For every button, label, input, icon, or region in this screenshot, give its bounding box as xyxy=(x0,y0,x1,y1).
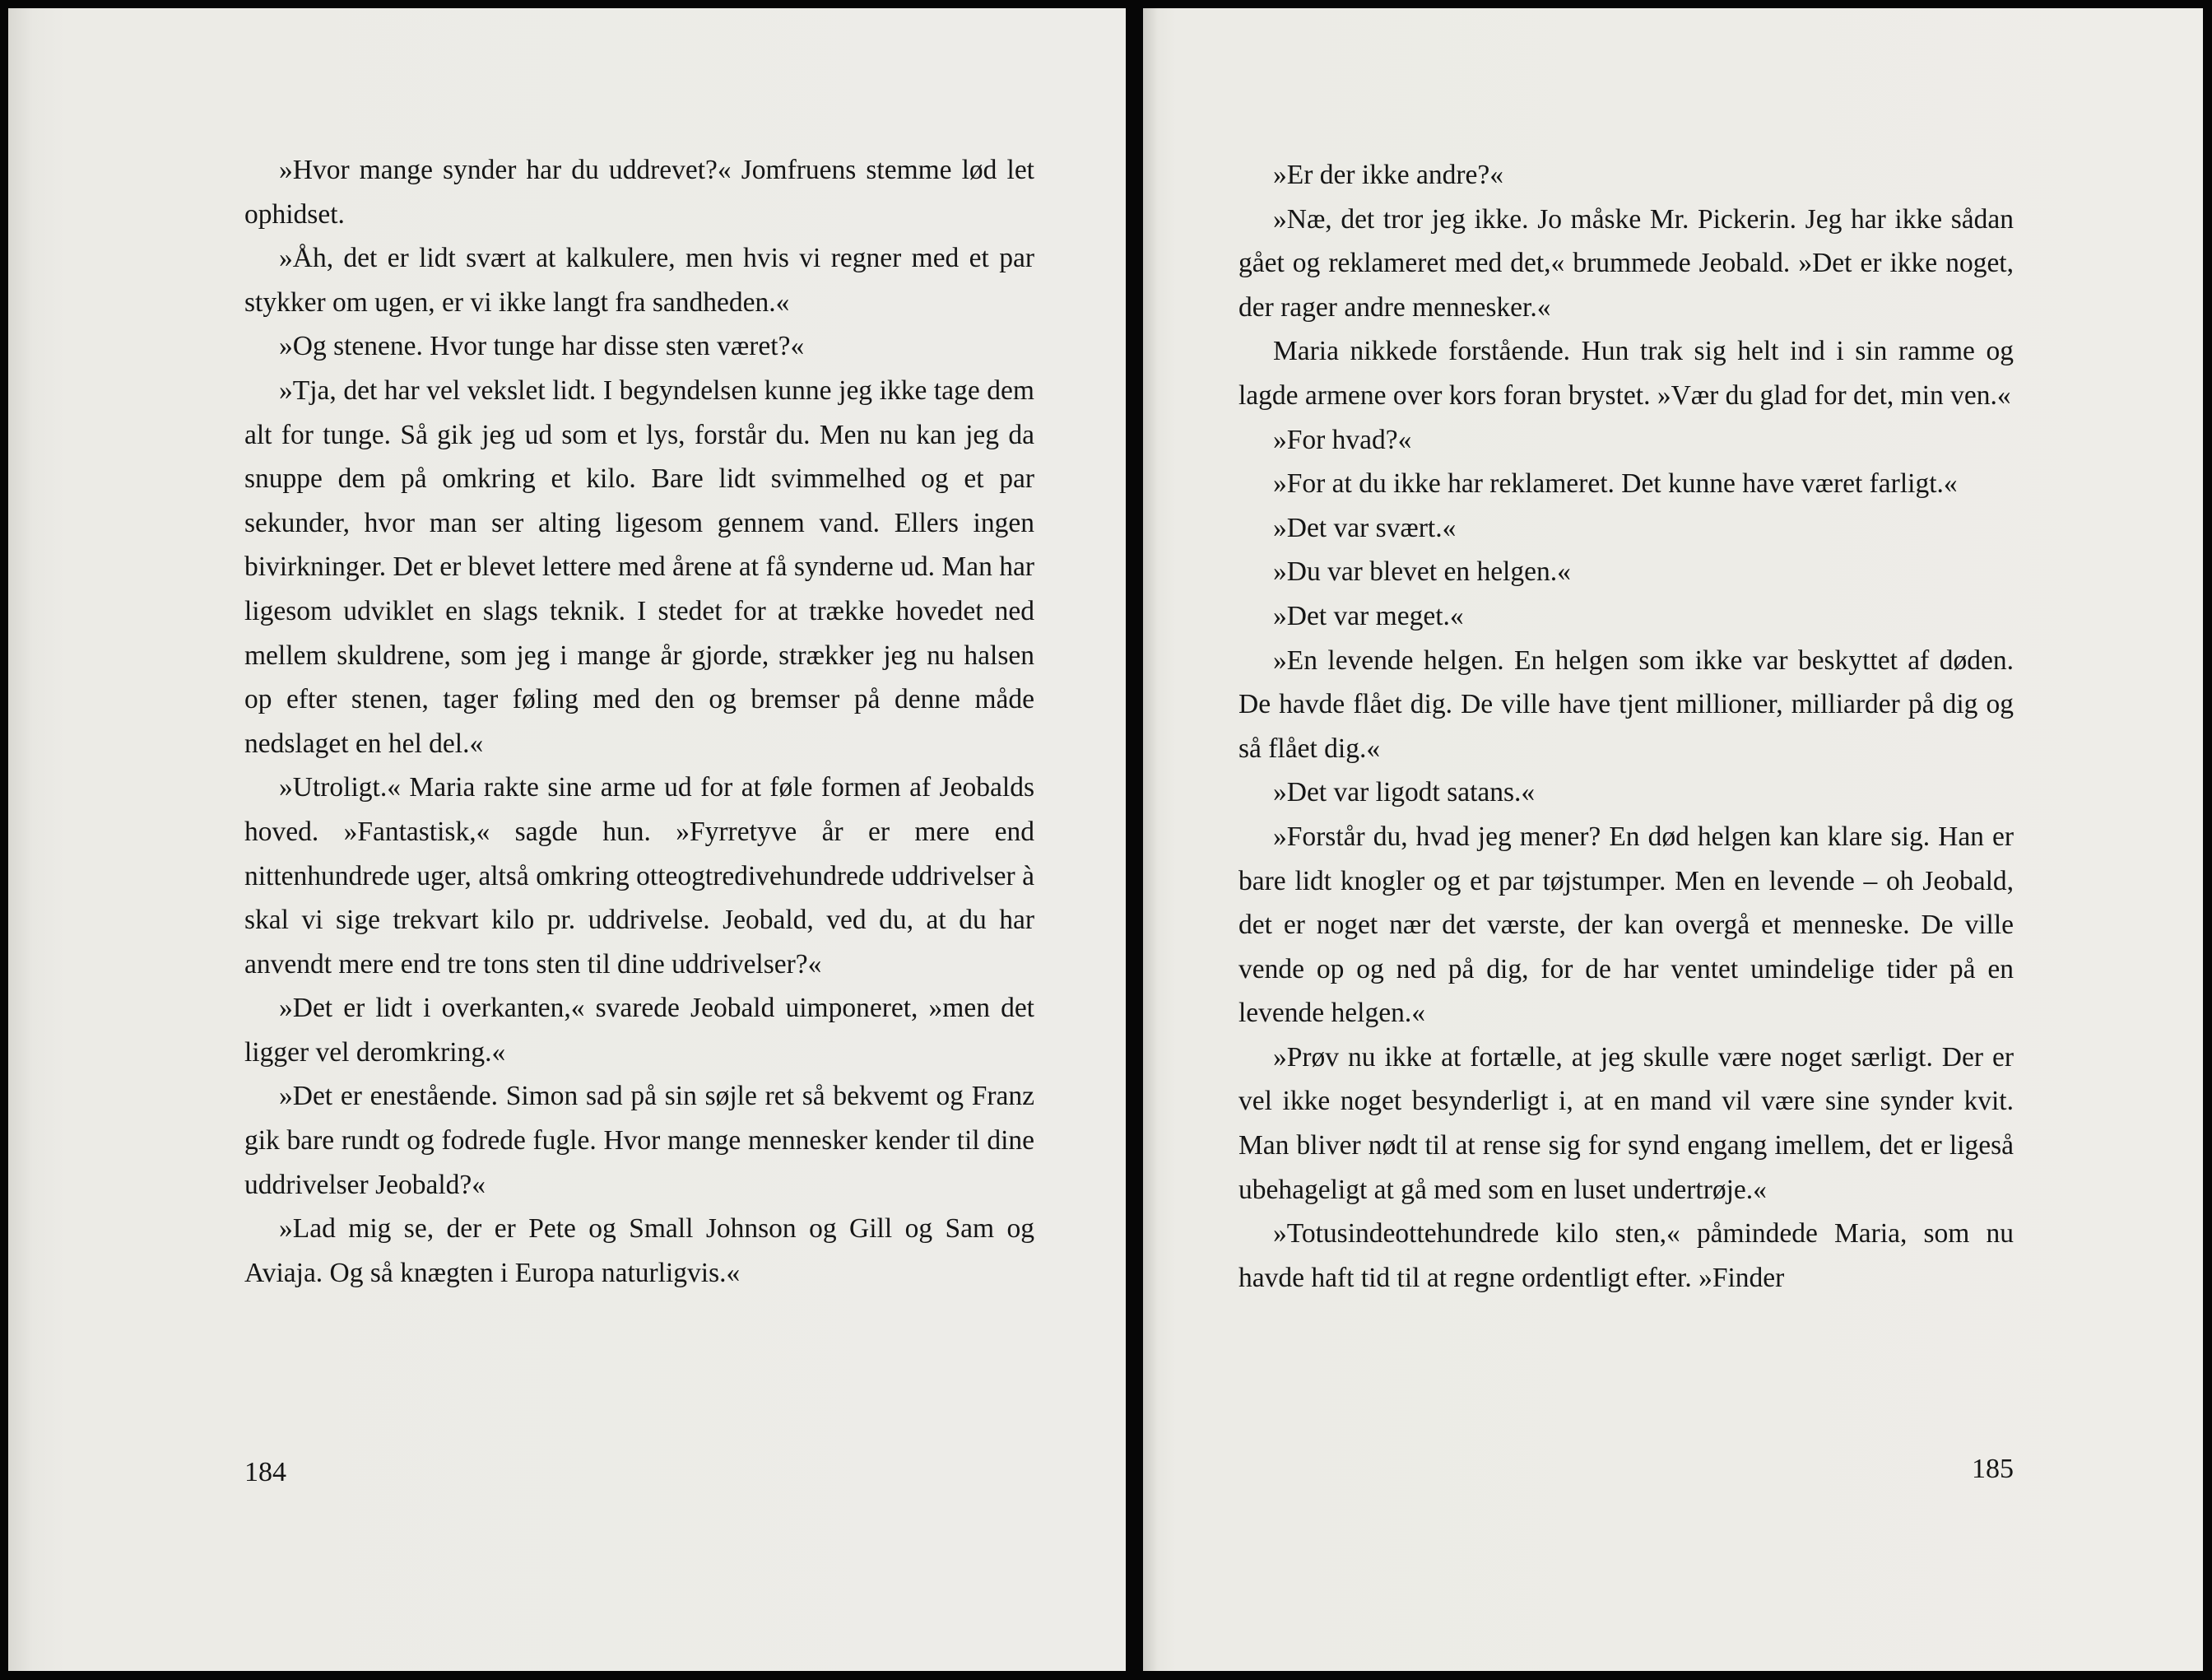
left-page xyxy=(8,8,1126,1671)
paragraph: »Prøv nu ikke at fortælle, at jeg skulle være noget særligt. Der er vel ikke noget besynderligt i, at en mand vil være sine synder kvit. Man bliver nødt til at rense sig for synd engang imellem, det er ligeså ubehageligt at gå med som en luset undertrøje.« xyxy=(1238,1041,2014,1205)
paragraph: »Det var svært.« xyxy=(1273,512,1457,543)
paragraph: »Totusindeottehundrede kilo sten,« påmindede Maria, som nu havde haft tid til at regne ordentligt efter. »Finder xyxy=(1238,1218,2014,1293)
paragraph: »Og stenene. Hvor tunge har disse sten været?« xyxy=(279,331,805,362)
paragraph: »Åh, det er lidt svært at kalkulere, men hvis vi regner med et par stykker om ugen, er vi ikke langt fra sandheden.« xyxy=(244,243,1034,318)
paragraph: »En levende helgen. En helgen som ikke var beskyttet af døden. De havde flået dig. De ville have tjent millioner, milliarder på dig og så flået dig.« xyxy=(1238,645,2014,764)
paragraph: »Det er lidt i overkanten,« svarede Jeobald uimponeret, »men det ligger vel deromkring.« xyxy=(244,993,1034,1068)
paragraph: »For at du ikke har reklameret. Det kunne have været farligt.« xyxy=(1273,468,1958,500)
left-page-text xyxy=(244,148,1034,1295)
gutter-shadow xyxy=(1143,8,1158,1671)
paragraph: »Det var ligodt satans.« xyxy=(1273,777,1536,808)
paragraph: Maria nikkede forstående. Hun trak sig helt ind i sin ramme og lagde armene over kors foran brystet. »Vær du glad for det, min ven.« xyxy=(1238,336,2014,411)
paragraph: »Forstår du, hvad jeg mener? En død helgen kan klare sig. Han er bare lidt knogler og et par tøjstumper. Men en levende – oh Jeobald, det er noget nær det værste, der kan overgå et menneske. De ville vende op og ned på dig, for de har ventet umindelige tider på en levende helgen.« xyxy=(1238,821,2014,1029)
paragraph: »Det er enestående. Simon sad på sin søjle ret så bekvemt og Franz gik bare rundt og fodrede fugle. Hvor mange mennesker kender til dine uddrivelser Jeobald?« xyxy=(244,1081,1034,1200)
paragraph: »Hvor mange synder har du uddrevet?« Jomfruens stemme lød let ophidset. xyxy=(244,155,1034,230)
paragraph: »Du var blevet en helgen.« xyxy=(1273,556,1571,588)
paragraph: »Utroligt.« Maria rakte sine arme ud for at føle formen af Jeobalds hoved. »Fantastisk,« sagde hun. »Fyrretyve år er mere end nittenhundrede uger, altså omkring otteogtredivehundrede uddrivelser à skal vi sige trekvart kilo pr. uddrivelse. Jeobald, ved du, at du har anvendt mere end tre tons sten til dine uddrivelser?« xyxy=(244,772,1034,980)
paragraph: »Lad mig se, der er Pete og Small Johnson og Gill og Sam og Aviaja. Og så knægten i Europa naturligvis.« xyxy=(244,1213,1034,1288)
page-number: 185 xyxy=(1972,1454,2014,1484)
paragraph: »Næ, det tror jeg ikke. Jo måske Mr. Pickerin. Jeg har ikke sådan gået og reklameret med det,« brummede Jeobald. »Det er ikke noget, der rager andre mennesker.« xyxy=(1238,203,2014,323)
right-page-text xyxy=(1238,153,2014,1300)
paragraph: »Det var meget.« xyxy=(1273,600,1464,631)
paragraph: »Tja, det har vel vekslet lidt. I begyndelsen kunne jeg ikke tage dem alt for tunge. Så gik jeg ud som et lys, forstår du. Men nu kan jeg da snuppe dem på omkring et kilo. Bare lidt svimmelhed og et par sekunder, hvor man ser alting ligesom gennem vand. Ellers ingen bivirkninger. Det er blevet lettere med årene at få synderne ud. Man har ligesom udviklet en slags teknik. I stedet for at trække hovedet ned mellem skuldrene, som jeg i mange år gjorde, strækker jeg nu halsen op efter stenen, tager føling med den og bremser på denne måde nedslaget en hel del.« xyxy=(244,375,1034,759)
paragraph: »For hvad?« xyxy=(1273,424,1412,455)
page-number: 184 xyxy=(244,1457,286,1487)
paragraph: »Er der ikke andre?« xyxy=(1273,160,1503,190)
right-page xyxy=(1143,8,2203,1671)
